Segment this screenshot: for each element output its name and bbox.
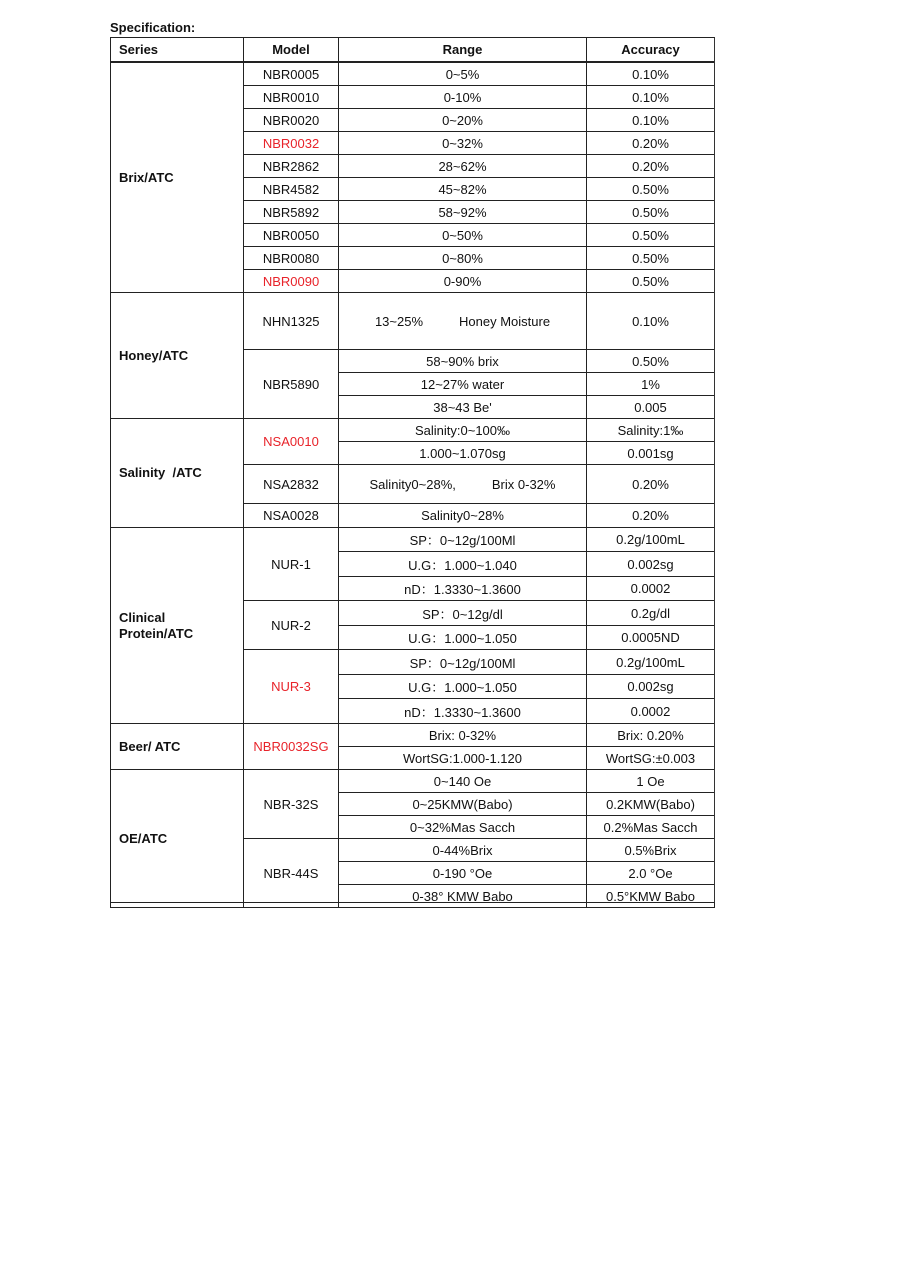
series-cell bbox=[110, 723, 244, 770]
series-label: Honey/ATC bbox=[119, 347, 189, 363]
model-cell: NSA2832 bbox=[243, 464, 339, 504]
accuracy-cell: 0.10% bbox=[586, 62, 715, 86]
specification-table bbox=[110, 37, 715, 903]
range-cell: 0~5% bbox=[338, 62, 587, 86]
range-cell bbox=[338, 292, 587, 350]
model-cell: NBR2862 bbox=[243, 154, 339, 178]
range-cell: 0~140 Oe bbox=[338, 769, 587, 793]
range-cell: Salinity:0~100‰ bbox=[338, 418, 587, 442]
accuracy-cell: Salinity:1‰ bbox=[586, 418, 715, 442]
range-cell: U.G：1.000~1.050 bbox=[338, 674, 587, 699]
accuracy-cell: 1% bbox=[586, 372, 715, 396]
range-cell: SP：0~12g/100Ml bbox=[338, 527, 587, 552]
accuracy-cell: 0.2g/100mL bbox=[586, 649, 715, 675]
range-cell: 0-44%Brix bbox=[338, 838, 587, 862]
range-cell: SP：0~12g/100Ml bbox=[338, 649, 587, 675]
accuracy-cell: 0.001sg bbox=[586, 441, 715, 465]
accuracy-cell: 0.2KMW(Babo) bbox=[586, 792, 715, 816]
model-cell: NBR0010 bbox=[243, 85, 339, 109]
series-label: Beer/ ATC bbox=[119, 738, 181, 754]
range-cell bbox=[338, 464, 587, 504]
accuracy-cell: 0.2g/100mL bbox=[586, 527, 715, 552]
accuracy-cell: 0.50% bbox=[586, 349, 715, 373]
accuracy-cell: 0.5°KMW Babo bbox=[586, 884, 715, 908]
series-cell bbox=[110, 62, 244, 293]
accuracy-cell: 0.2g/dl bbox=[586, 600, 715, 626]
range-cell: 0~32% bbox=[338, 131, 587, 155]
accuracy-cell: 0.0002 bbox=[586, 576, 715, 601]
model-cell: NSA0010 bbox=[243, 418, 339, 465]
header-range: Range bbox=[338, 37, 587, 62]
model-cell: NBR5890 bbox=[243, 349, 339, 419]
model-cell: NBR0050 bbox=[243, 223, 339, 247]
model-cell: NHN1325 bbox=[243, 292, 339, 350]
range-cell: 0-38° KMW Babo bbox=[338, 884, 587, 908]
model-cell: NUR-2 bbox=[243, 600, 339, 650]
range-cell: SP：0~12g/dl bbox=[338, 600, 587, 626]
accuracy-cell: 0.20% bbox=[586, 503, 715, 528]
accuracy-cell: 0.005 bbox=[586, 395, 715, 419]
accuracy-cell: 2.0 °Oe bbox=[586, 861, 715, 885]
accuracy-cell: 0.0005ND bbox=[586, 625, 715, 650]
model-cell: NBR-44S bbox=[243, 838, 339, 908]
series-label: Brix/ATC bbox=[119, 169, 174, 185]
model-cell: NBR-32S bbox=[243, 769, 339, 839]
accuracy-cell: 0.2%Mas Sacch bbox=[586, 815, 715, 839]
accuracy-cell: 0.002sg bbox=[586, 674, 715, 699]
header-series: Series bbox=[110, 37, 244, 62]
accuracy-cell: 0.50% bbox=[586, 246, 715, 270]
header-model: Model bbox=[243, 37, 339, 62]
range-cell: 0~20% bbox=[338, 108, 587, 132]
range-cell: U.G：1.000~1.050 bbox=[338, 625, 587, 650]
accuracy-cell: 0.20% bbox=[586, 464, 715, 504]
model-cell: NBR0032 bbox=[243, 131, 339, 155]
model-cell: NBR0032SG bbox=[243, 723, 339, 770]
model-cell: NBR0005 bbox=[243, 62, 339, 86]
range-cell: nD：1.3330~1.3600 bbox=[338, 698, 587, 724]
range-part: Salinity0~28%, bbox=[369, 476, 456, 492]
range-cell: 0-90% bbox=[338, 269, 587, 293]
range-cell: 0-190 °Oe bbox=[338, 861, 587, 885]
document-title: Specification: bbox=[110, 20, 196, 35]
range-part: Brix 0-32% bbox=[491, 476, 556, 492]
accuracy-cell: WortSG:±0.003 bbox=[586, 746, 715, 770]
model-cell: NUR-3 bbox=[243, 649, 339, 724]
series-label: Salinity /ATC bbox=[119, 465, 202, 480]
range-cell: 58~90% brix bbox=[338, 349, 587, 373]
accuracy-cell: 0.5%Brix bbox=[586, 838, 715, 862]
series-label: Clinical Protein/ATC bbox=[119, 609, 194, 641]
model-cell: NSA0028 bbox=[243, 503, 339, 528]
accuracy-cell: Brix: 0.20% bbox=[586, 723, 715, 747]
range-cell: 0-10% bbox=[338, 85, 587, 109]
accuracy-cell: 0.002sg bbox=[586, 551, 715, 577]
accuracy-cell: 0.10% bbox=[586, 108, 715, 132]
accuracy-cell: 0.50% bbox=[586, 223, 715, 247]
range-cell: 0~80% bbox=[338, 246, 587, 270]
range-cell: 1.000~1.070sg bbox=[338, 441, 587, 465]
series-cell bbox=[110, 418, 244, 528]
accuracy-cell: 0.0002 bbox=[586, 698, 715, 724]
range-cell: 38~43 Be' bbox=[338, 395, 587, 419]
series-cell bbox=[110, 527, 244, 724]
accuracy-cell: 0.50% bbox=[586, 200, 715, 224]
model-cell: NBR0090 bbox=[243, 269, 339, 293]
range-cell: Salinity0~28% bbox=[338, 503, 587, 528]
range-cell: 0~32%Mas Sacch bbox=[338, 815, 587, 839]
series-cell bbox=[110, 769, 244, 908]
range-cell: 58~92% bbox=[338, 200, 587, 224]
accuracy-cell: 1 Oe bbox=[586, 769, 715, 793]
series-label: OE/ATC bbox=[119, 830, 168, 846]
range-cell: nD：1.3330~1.3600 bbox=[338, 576, 587, 601]
range-cell: Brix: 0-32% bbox=[338, 723, 587, 747]
model-cell: NBR4582 bbox=[243, 177, 339, 201]
accuracy-cell: 0.10% bbox=[586, 85, 715, 109]
model-cell: NBR5892 bbox=[243, 200, 339, 224]
accuracy-cell: 0.20% bbox=[586, 154, 715, 178]
range-cell: 12~27% water bbox=[338, 372, 587, 396]
series-cell bbox=[110, 292, 244, 419]
range-cell: 28~62% bbox=[338, 154, 587, 178]
accuracy-cell: 0.10% bbox=[586, 292, 715, 350]
accuracy-cell: 0.50% bbox=[586, 177, 715, 201]
accuracy-cell: 0.20% bbox=[586, 131, 715, 155]
range-part: 13~25% bbox=[374, 313, 424, 329]
header-accuracy: Accuracy bbox=[586, 37, 715, 62]
range-cell: 0~25KMW(Babo) bbox=[338, 792, 587, 816]
range-cell: U.G：1.000~1.040 bbox=[338, 551, 587, 577]
model-cell: NBR0020 bbox=[243, 108, 339, 132]
model-cell: NBR0080 bbox=[243, 246, 339, 270]
range-cell: WortSG:1.000-1.120 bbox=[338, 746, 587, 770]
range-cell: 45~82% bbox=[338, 177, 587, 201]
accuracy-cell: 0.50% bbox=[586, 269, 715, 293]
range-part: Honey Moisture bbox=[459, 313, 551, 329]
model-cell: NUR-1 bbox=[243, 527, 339, 601]
range-cell: 0~50% bbox=[338, 223, 587, 247]
